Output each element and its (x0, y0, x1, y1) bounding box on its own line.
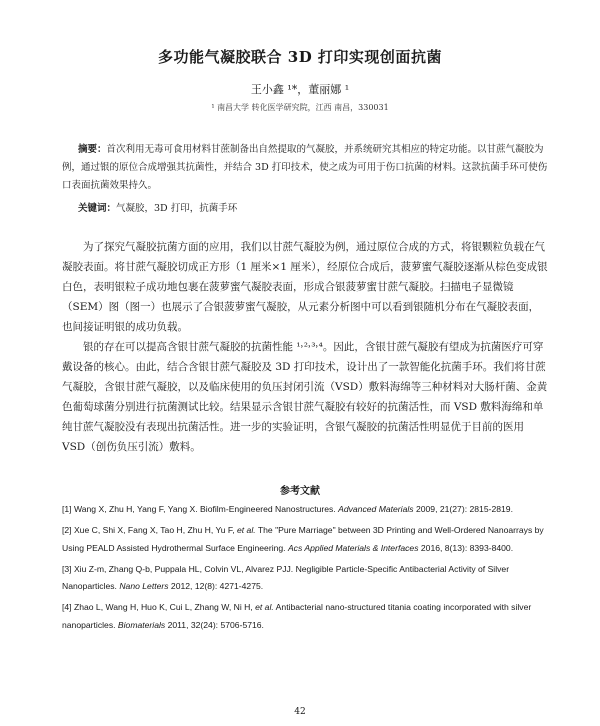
abstract-text: 首次利用无毒可食用材料甘蔗制备出自然提取的气凝胶，并系统研究其相应的特定功能。以甘蔗气凝胶为例，通过银的原位合成增强其抗菌性，并结合 3D 打印技术，使之成为可用于伤口抗菌的材料。这款抗菌手环可使伤口表面抗菌效果持久。 (62, 144, 548, 191)
reference-text: 2012, 12(8): 4271-4275. (168, 581, 264, 592)
reference-item (62, 522, 550, 557)
affiliation: ¹ 南昌大学 转化医学研究院，江西 南昌，330031 (211, 103, 389, 112)
reference-text: [1] Wang X, Zhu H, Yang F, Yang X. Biofilm-Engineered Nanostructures. (62, 504, 339, 514)
reference-journal: Advanced Materials (338, 504, 414, 514)
reference-text: [2] Xue C, Shi X, Fang X, Tao H, Zhu H, Yu F, (62, 525, 237, 536)
reference-text: [3] Xiu Z-m, Zhang Q-b, Puppala HL, Colvin VL, Alvarez PJJ. Negligible Particle-Specific Antibacterial Activity of Silver Nanoparticles. (62, 563, 510, 592)
reference-etal: et al. (255, 602, 274, 613)
reference-text: 2011, 32(24): 5706-5716. (165, 619, 264, 630)
reference-list (62, 501, 550, 638)
page-number: 42 (294, 707, 306, 717)
references-heading: 参考文献 (280, 486, 320, 497)
reference-etal: et al. (237, 525, 256, 536)
reference-item (62, 501, 550, 518)
abstract-label: 摘要： (78, 144, 107, 155)
reference-text: 2016, 8(13): 8393-8400. (418, 542, 514, 553)
reference-journal: Nano Letters (119, 581, 169, 592)
reference-item (62, 599, 550, 634)
body-paragraph: 为了探究气凝胶抗菌方面的应用，我们以甘蔗气凝胶为例，通过原位合成的方式，将银颗粒负载在气凝胶表面。将甘蔗气凝胶切成正方形（1 厘米×1 厘米），经原位合成后，菠萝蜜气凝胶逐渐从棕色变成银白色，表明银粒子成功地包裹在菠萝蜜气凝胶表面，形成合银菠萝蜜甘蔗气凝胶。扫描电子显微镜（SEM）图（图一）也展示了合银菠萝蜜气凝胶，从元素分析图中可以看到银随机分布在气凝胶表面，也间接证明银的成功负载。 (62, 241, 548, 333)
reference-journal: Biomaterials (117, 619, 166, 630)
author-line: 王小鑫 ¹*，董丽娜 ¹ (250, 83, 350, 96)
reference-journal: Acs Applied Materials & Interfaces (287, 542, 419, 553)
paper-title: 多功能气凝胶联合 3D 打印实现创面抗菌 (158, 48, 442, 66)
keywords-label: 关键词： (78, 203, 117, 214)
body-paragraph: 银的存在可以提高含银甘蔗气凝胶的抗菌性能 ¹˒²˒³˒⁴。因此，含银甘蔗气凝胶有望成为抗菌医疗可穿戴设备的核心。由此，结合含银甘蔗气凝胶及 3D 打印技术，设计出了一款智能化抗菌手环。我们将甘蔗气凝胶，含银甘蔗气凝胶，以及临床使用的负压封闭引流（VSD）敷料海绵等三种材料对大肠杆菌、金黄色葡萄球菌分别进行抗菌测试比较。结果显示含银甘蔗气凝胶有较好的抗菌活性，而 VSD 敷料海绵和单纯甘蔗气凝胶没有表现出抗菌活性。进一步的实验证明，含银气凝胶的抗菌活性明显优于目前的医用 VSD（创伤负压引流）敷料。 (62, 341, 548, 453)
reference-item (62, 561, 550, 596)
reference-text: 2009, 21(27): 2815-2819. (413, 504, 513, 514)
abstract (62, 141, 550, 195)
reference-text: [4] Zhao L, Wang H, Huo K, Cui L, Zhang W, Ni H, (62, 602, 256, 613)
reference-text: The "Pure Marriage" between 3D Printing and Well-Ordered Nanoarrays by Using PEALD Assisted Hydrothermal Surface Engineering. (62, 525, 544, 553)
keywords (78, 201, 548, 217)
reference-text: Antibacterial nano-structured titania coating incorporated with silver nanoparticles. (62, 602, 532, 630)
keywords-text: 气凝胶，3D 打印，抗菌手环 (116, 203, 238, 214)
